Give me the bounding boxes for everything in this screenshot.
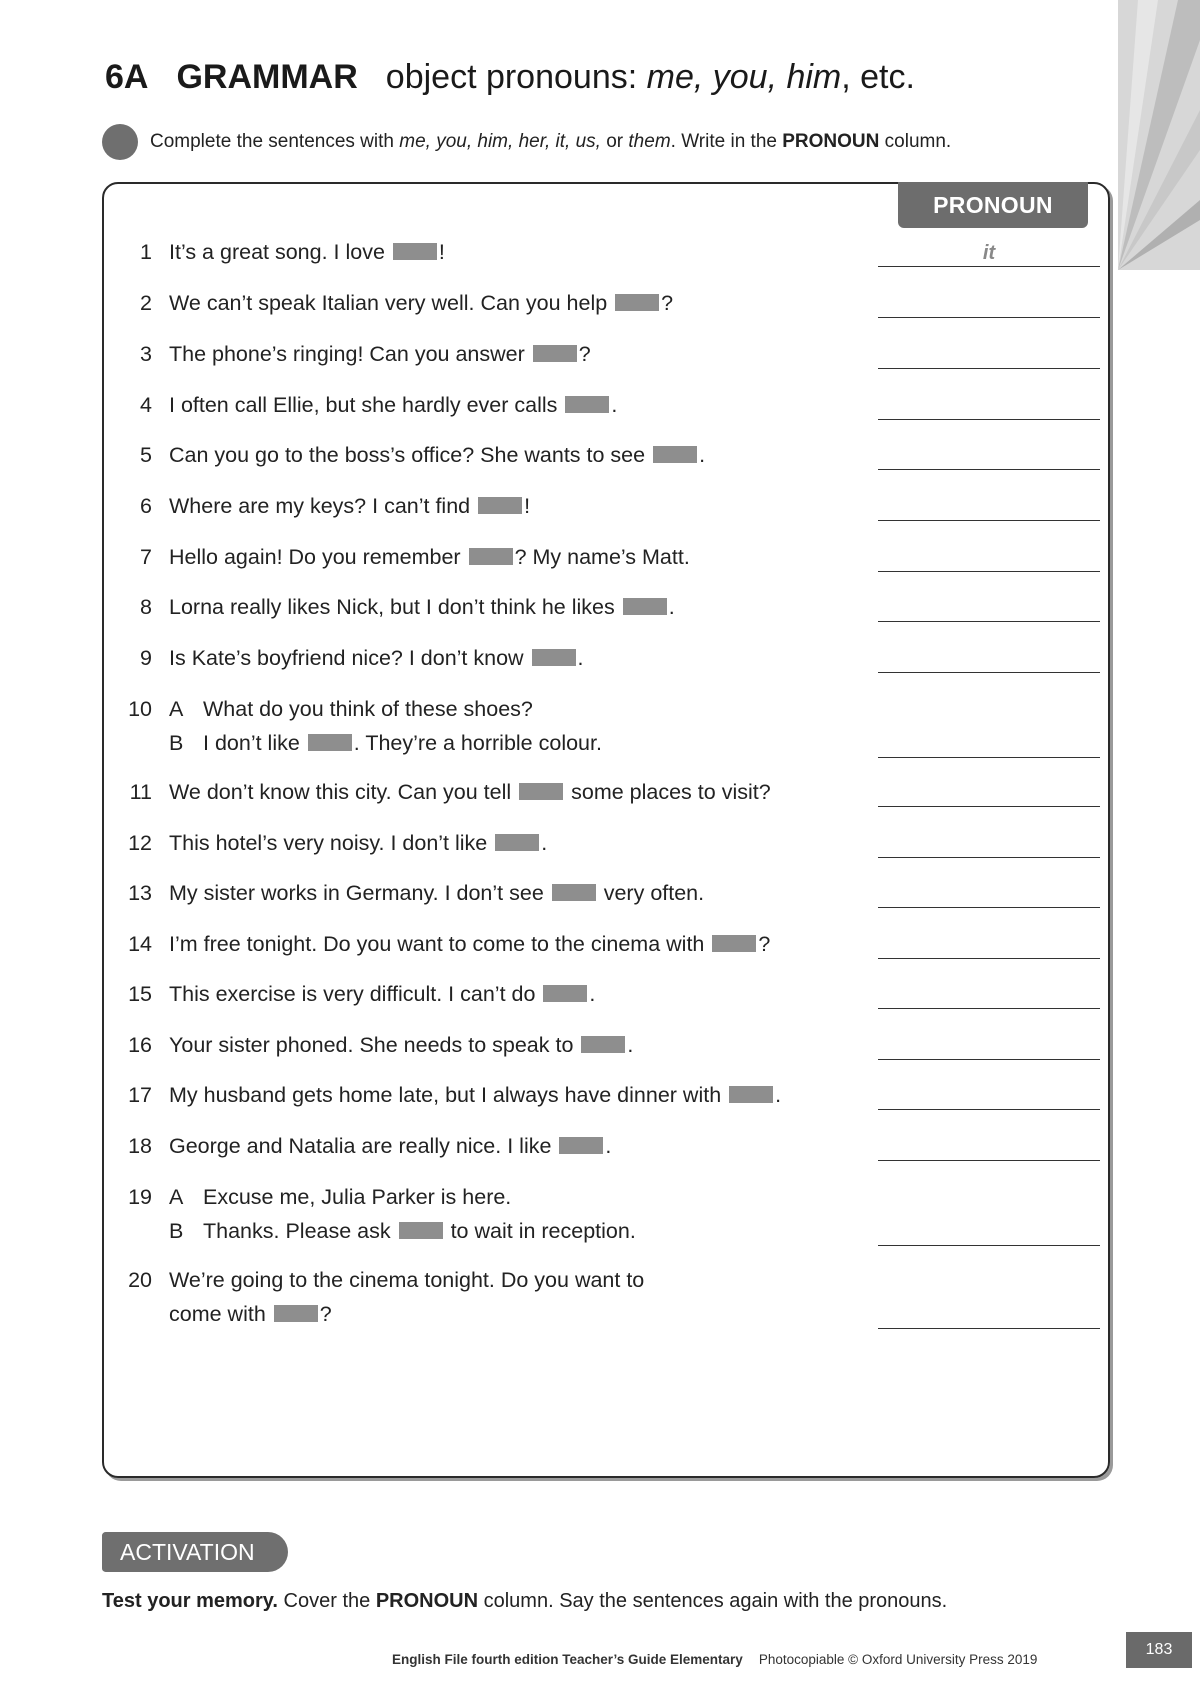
sentence-after: . — [627, 1033, 634, 1057]
item-sentence — [169, 831, 547, 856]
item-number: 17 — [128, 1083, 152, 1107]
blank-gap — [615, 294, 659, 311]
activation-label: ACTIVATION — [102, 1532, 288, 1572]
sentence-before: I’m free tonight. Do you want to come to the cinema with — [169, 932, 711, 956]
sentence-before: Thanks. Please ask — [203, 1219, 397, 1243]
blank-gap — [581, 1036, 625, 1053]
blank-gap — [478, 497, 522, 514]
item-number: 14 — [128, 932, 152, 956]
blank-gap — [543, 985, 587, 1002]
blank-gap — [623, 598, 667, 615]
item-line-a — [169, 1185, 511, 1210]
blank-gap — [712, 935, 756, 952]
sentence-after: very often. — [597, 881, 705, 905]
instruction-text — [150, 131, 951, 153]
sentence-before: I often call Ellie, but she hardly ever calls — [169, 393, 564, 417]
answer-field[interactable] — [878, 646, 1100, 673]
item-number: 15 — [128, 982, 152, 1006]
sentence-before: Can you go to the boss’s office? She wants to see — [169, 443, 652, 467]
footer-copyright: Photocopiable © Oxford University Press 2019 — [758, 1652, 1038, 1667]
item-sentence — [169, 393, 617, 418]
item-sentence — [169, 646, 584, 671]
item-line-b — [169, 1219, 636, 1244]
item-number: 4 — [140, 393, 152, 417]
blank-gap — [532, 649, 576, 666]
activation-part: Cover the — [277, 1590, 376, 1612]
item-sentence — [169, 932, 770, 957]
answer-field[interactable] — [878, 982, 1100, 1009]
sentence-after: . — [605, 1134, 612, 1158]
sentence-before: This exercise is very difficult. I can’t do — [169, 982, 542, 1006]
item-number: 20 — [128, 1268, 152, 1292]
sentence-after: ? My name’s Matt. — [514, 545, 690, 569]
answer-field[interactable] — [878, 1302, 1100, 1329]
item-sentence — [169, 342, 591, 367]
blank-gap — [729, 1086, 773, 1103]
blank-gap — [519, 783, 563, 800]
speaker-label: B — [169, 731, 184, 755]
item-number: 10 — [128, 697, 152, 721]
sentence-before: This hotel’s very noisy. I don’t like — [169, 831, 494, 855]
answer-field[interactable] — [878, 831, 1100, 858]
answer-field[interactable] — [878, 595, 1100, 622]
item-sentence — [169, 443, 705, 468]
corner-decoration — [1118, 0, 1200, 270]
answer-field[interactable] — [878, 1033, 1100, 1060]
instruction-part: Complete the sentences with — [150, 131, 400, 152]
instruction-part: column. — [879, 131, 952, 152]
item-number: 1 — [140, 240, 152, 264]
instruction-part: or — [600, 131, 629, 152]
sentence-after: ? — [661, 291, 674, 315]
answer-field[interactable]: it — [878, 240, 1100, 267]
sentence-before: We don’t know this city. Can you tell — [169, 780, 518, 804]
sentence-after: to wait in reception. — [444, 1219, 636, 1243]
speaker-label: A — [169, 697, 184, 721]
sentence-before: My sister works in Germany. I don’t see — [169, 881, 550, 905]
item-line-a — [169, 697, 533, 722]
sentence-before: Hello again! Do you remember — [169, 545, 467, 569]
sentence-before: We can’t speak Italian very well. Can you help — [169, 291, 614, 315]
blank-gap — [393, 243, 437, 260]
sentence-after: ? — [319, 1302, 332, 1326]
answer-field[interactable] — [878, 731, 1100, 758]
item-number: 12 — [128, 831, 152, 855]
item-number: 11 — [129, 780, 152, 804]
page-number: 183 — [1126, 1632, 1192, 1668]
blank-gap — [399, 1222, 443, 1239]
sentence-before: It’s a great song. I love — [169, 240, 391, 264]
item-sentence — [169, 1033, 633, 1058]
sentence-after: some places to visit? — [565, 780, 771, 804]
item-number: 8 — [140, 595, 152, 619]
sentence-before: George and Natalia are really nice. I like — [169, 1134, 558, 1158]
sentence-before: I don’t like — [203, 731, 306, 755]
line-a-text: Excuse me, Julia Parker is here. — [203, 1185, 512, 1209]
sentence-after: . — [611, 393, 618, 417]
pronoun-column-header: PRONOUN — [898, 182, 1088, 228]
section-word: GRAMMAR — [176, 58, 358, 96]
item-sentence — [169, 780, 771, 805]
blank-gap — [552, 884, 596, 901]
blank-gap — [559, 1137, 603, 1154]
item-number: 19 — [128, 1185, 152, 1209]
sentence-after: ? — [578, 342, 591, 366]
item-sentence — [169, 881, 704, 906]
blank-gap — [565, 396, 609, 413]
sentence-after: ? — [758, 932, 771, 956]
sentence-before: Your sister phoned. She needs to speak to — [169, 1033, 580, 1057]
line-a-text: What do you think of these shoes? — [203, 697, 533, 721]
sentence-after: . — [577, 646, 584, 670]
item-sentence — [169, 1083, 781, 1108]
answer-field[interactable] — [878, 1219, 1100, 1246]
sentence-after: . — [541, 831, 548, 855]
line-a-text: We’re going to the cinema tonight. Do you want to — [169, 1268, 645, 1292]
answer-field[interactable] — [878, 881, 1100, 908]
blank-gap — [653, 446, 697, 463]
topic-suffix: , etc. — [841, 58, 915, 96]
footer-book-title: English File fourth edition Teacher’s Guide Elementary — [392, 1652, 743, 1667]
item-sentence — [169, 595, 675, 620]
item-number: 2 — [140, 291, 152, 315]
topic-italic: me, you, him — [646, 58, 842, 96]
sentence-before: Is Kate’s boyfriend nice? I don’t know — [169, 646, 530, 670]
item-sentence — [169, 240, 445, 265]
answer-field[interactable] — [878, 393, 1100, 420]
answer-field[interactable] — [878, 932, 1100, 959]
activation-bold: PRONOUN — [375, 1590, 479, 1612]
instruction-italic: me, you, him, her, it, us, — [399, 131, 601, 152]
blank-gap — [495, 834, 539, 851]
item-number: 3 — [140, 342, 152, 366]
blank-gap — [533, 345, 577, 362]
answer-field[interactable] — [878, 342, 1100, 369]
activation-bold: Test your memory. — [102, 1590, 278, 1612]
instruction-italic: them — [628, 131, 671, 152]
item-sentence — [169, 545, 690, 570]
sentence-before: The phone’s ringing! Can you answer — [169, 342, 531, 366]
answer-field[interactable] — [878, 1134, 1100, 1161]
item-number: 9 — [140, 646, 152, 670]
item-line-b — [169, 1302, 332, 1327]
item-sentence — [169, 1134, 611, 1159]
sentence-before: come with — [169, 1302, 272, 1326]
sentence-before: My husband gets home late, but I always have dinner with — [169, 1083, 728, 1107]
sentence-after: . — [699, 443, 706, 467]
sentence-after: . — [668, 595, 675, 619]
blank-gap — [308, 734, 352, 751]
page-title — [105, 58, 915, 97]
answer-field[interactable] — [878, 1083, 1100, 1110]
answer-field[interactable] — [878, 494, 1100, 521]
sentence-before: Where are my keys? I can’t find — [169, 494, 477, 518]
answer-field[interactable] — [878, 780, 1100, 807]
activation-text — [102, 1590, 947, 1613]
topic-prefix: object pronouns: — [385, 58, 647, 96]
topic-text — [386, 58, 915, 96]
item-number: 18 — [128, 1134, 152, 1158]
sentence-before: Lorna really likes Nick, but I don’t think he likes — [169, 595, 621, 619]
instruction-part: . Write in the — [670, 131, 783, 152]
speaker-label: A — [169, 1185, 184, 1209]
sentence-after: . — [775, 1083, 782, 1107]
item-number: 16 — [128, 1033, 152, 1057]
item-number: 13 — [128, 881, 152, 905]
blank-gap — [274, 1305, 318, 1322]
blank-gap — [469, 548, 513, 565]
item-sentence — [169, 291, 673, 316]
item-sentence — [169, 982, 595, 1007]
instruction-bold: PRONOUN — [782, 131, 880, 152]
sentence-after: . They’re a horrible colour. — [353, 731, 602, 755]
item-line-b — [169, 731, 602, 756]
footer — [392, 1652, 1037, 1667]
answer-field[interactable] — [878, 443, 1100, 470]
answer-field[interactable] — [878, 291, 1100, 318]
answer-field[interactable] — [878, 545, 1100, 572]
speaker-label: B — [169, 1219, 184, 1243]
item-sentence — [169, 494, 530, 519]
item-number: 5 — [140, 443, 152, 467]
unit-code: 6A — [105, 58, 149, 96]
item-number: 7 — [140, 545, 152, 569]
sentence-after: ! — [524, 494, 531, 518]
sentence-after: ! — [438, 240, 445, 264]
activation-part: column. Say the sentences again with the pronouns. — [478, 1590, 948, 1612]
exercise-dot-icon — [102, 124, 138, 160]
instruction — [102, 124, 1112, 160]
item-number: 6 — [140, 494, 152, 518]
sentence-after: . — [589, 982, 596, 1006]
